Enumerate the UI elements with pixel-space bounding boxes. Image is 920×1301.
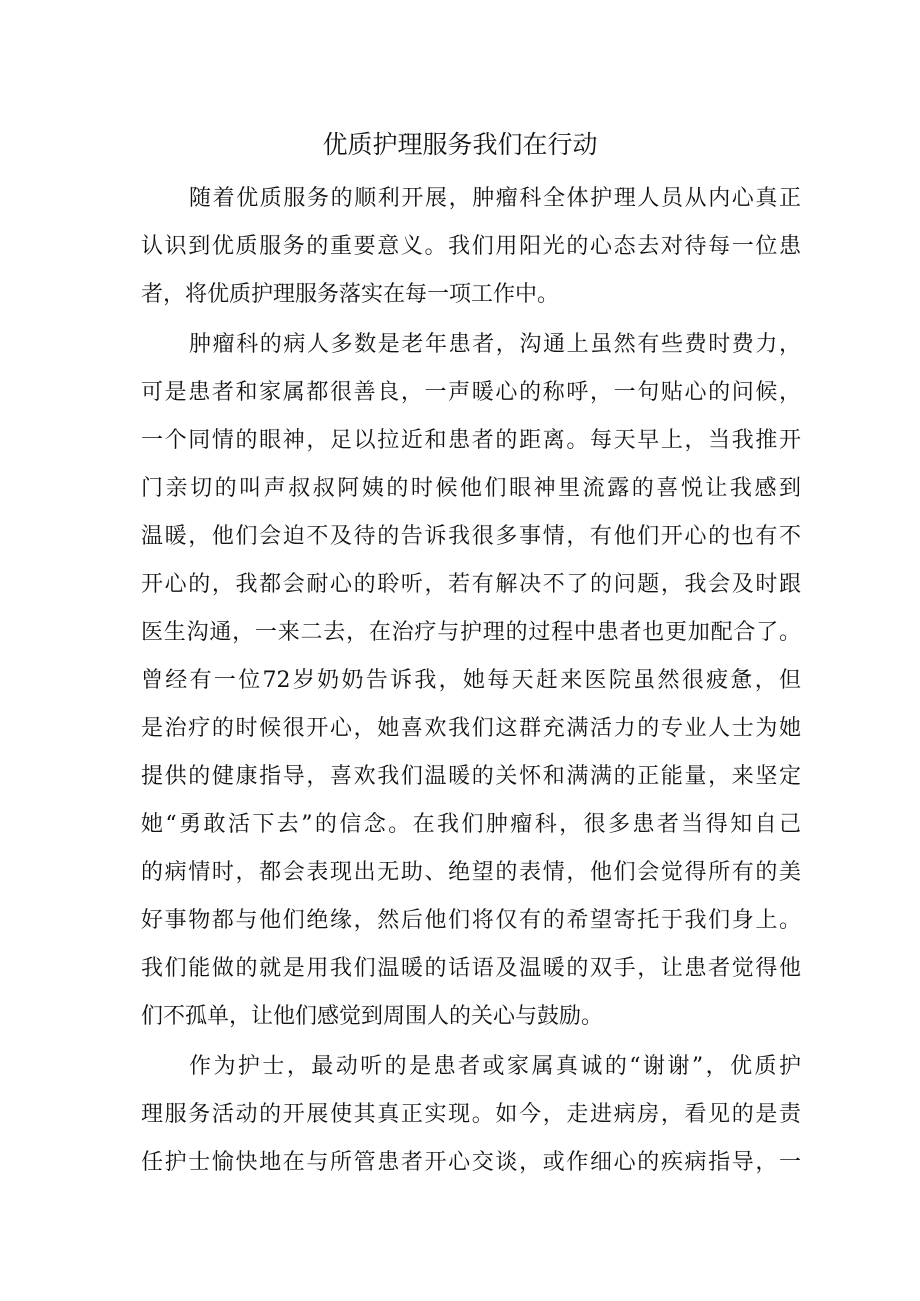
paragraph-2-line-4: 门亲切的叫声叔叔阿姨的时候他们眼神里流露的喜悦让我感到 (141, 476, 801, 501)
paragraph-1-line-1: 随着优质服务的顺利开展，肿瘤科全体护理人员从内心真正 (189, 186, 801, 211)
paragraph-2-line-3: 一个同情的眼神，足以拉近和患者的距离。每天早上，当我推开 (141, 428, 801, 453)
paragraph-2-line-13: 好事物都与他们绝缘，然后他们将仅有的希望寄托于我们身上。 (141, 908, 801, 933)
paragraph-2-line-15: 们不孤单，让他们感觉到周围人的关心与鼓励。 (141, 1004, 604, 1029)
paragraph-1-line-2: 认识到优质服务的重要意义。我们用阳光的心态去对待每一位患 (141, 234, 801, 259)
paragraph-2-line-14: 我们能做的就是用我们温暖的话语及温暖的双手，让患者觉得他 (141, 956, 801, 981)
paragraph-2-line-7: 医生沟通，一来二去，在治疗与护理的过程中患者也更加配合了。 (141, 620, 801, 645)
paragraph-2-line-10: 提供的健康指导，喜欢我们温暖的关怀和满满的正能量，来坚定 (141, 764, 801, 789)
paragraph-2-line-2: 可是患者和家属都很善良，一声暖心的称呼，一句贴心的问候， (141, 380, 801, 405)
paragraph-3-line-1: 作为护士，最动听的是患者或家属真诚的“谢谢”，优质护 (189, 1054, 801, 1079)
paragraph-2-line-1: 肿瘤科的病人多数是老年患者，沟通上虽然有些费时费力， (189, 332, 801, 357)
paragraph-2-line-6: 开心的，我都会耐心的聆听，若有解决不了的问题，我会及时跟 (141, 572, 801, 597)
paragraph-3-line-2: 理服务活动的开展使其真正实现。如今，走进病房，看见的是责 (141, 1102, 801, 1127)
paragraph-2-line-11: 她“勇敢活下去”的信念。在我们肿瘤科，很多患者当得知自己 (141, 812, 801, 837)
paragraph-1-line-3: 者，将优质护理服务落实在每一项工作中。 (141, 282, 560, 307)
paragraph-2-line-12: 的病情时，都会表现出无助、绝望的表情，他们会觉得所有的美 (141, 860, 801, 885)
paragraph-2-line-9: 是治疗的时候很开心，她喜欢我们这群充满活力的专业人士为她 (141, 716, 801, 741)
document-title: 优质护理服务我们在行动 (322, 130, 598, 159)
paragraph-3-line-3: 任护士愉快地在与所管患者开心交谈，或作细心的疾病指导，一 (141, 1150, 801, 1175)
paragraph-2-line-8: 曾经有一位72岁奶奶告诉我，她每天赶来医院虽然很疲惫，但 (141, 668, 801, 693)
paragraph-2-line-5: 温暖，他们会迫不及待的告诉我很多事情，有他们开心的也有不 (141, 524, 801, 549)
